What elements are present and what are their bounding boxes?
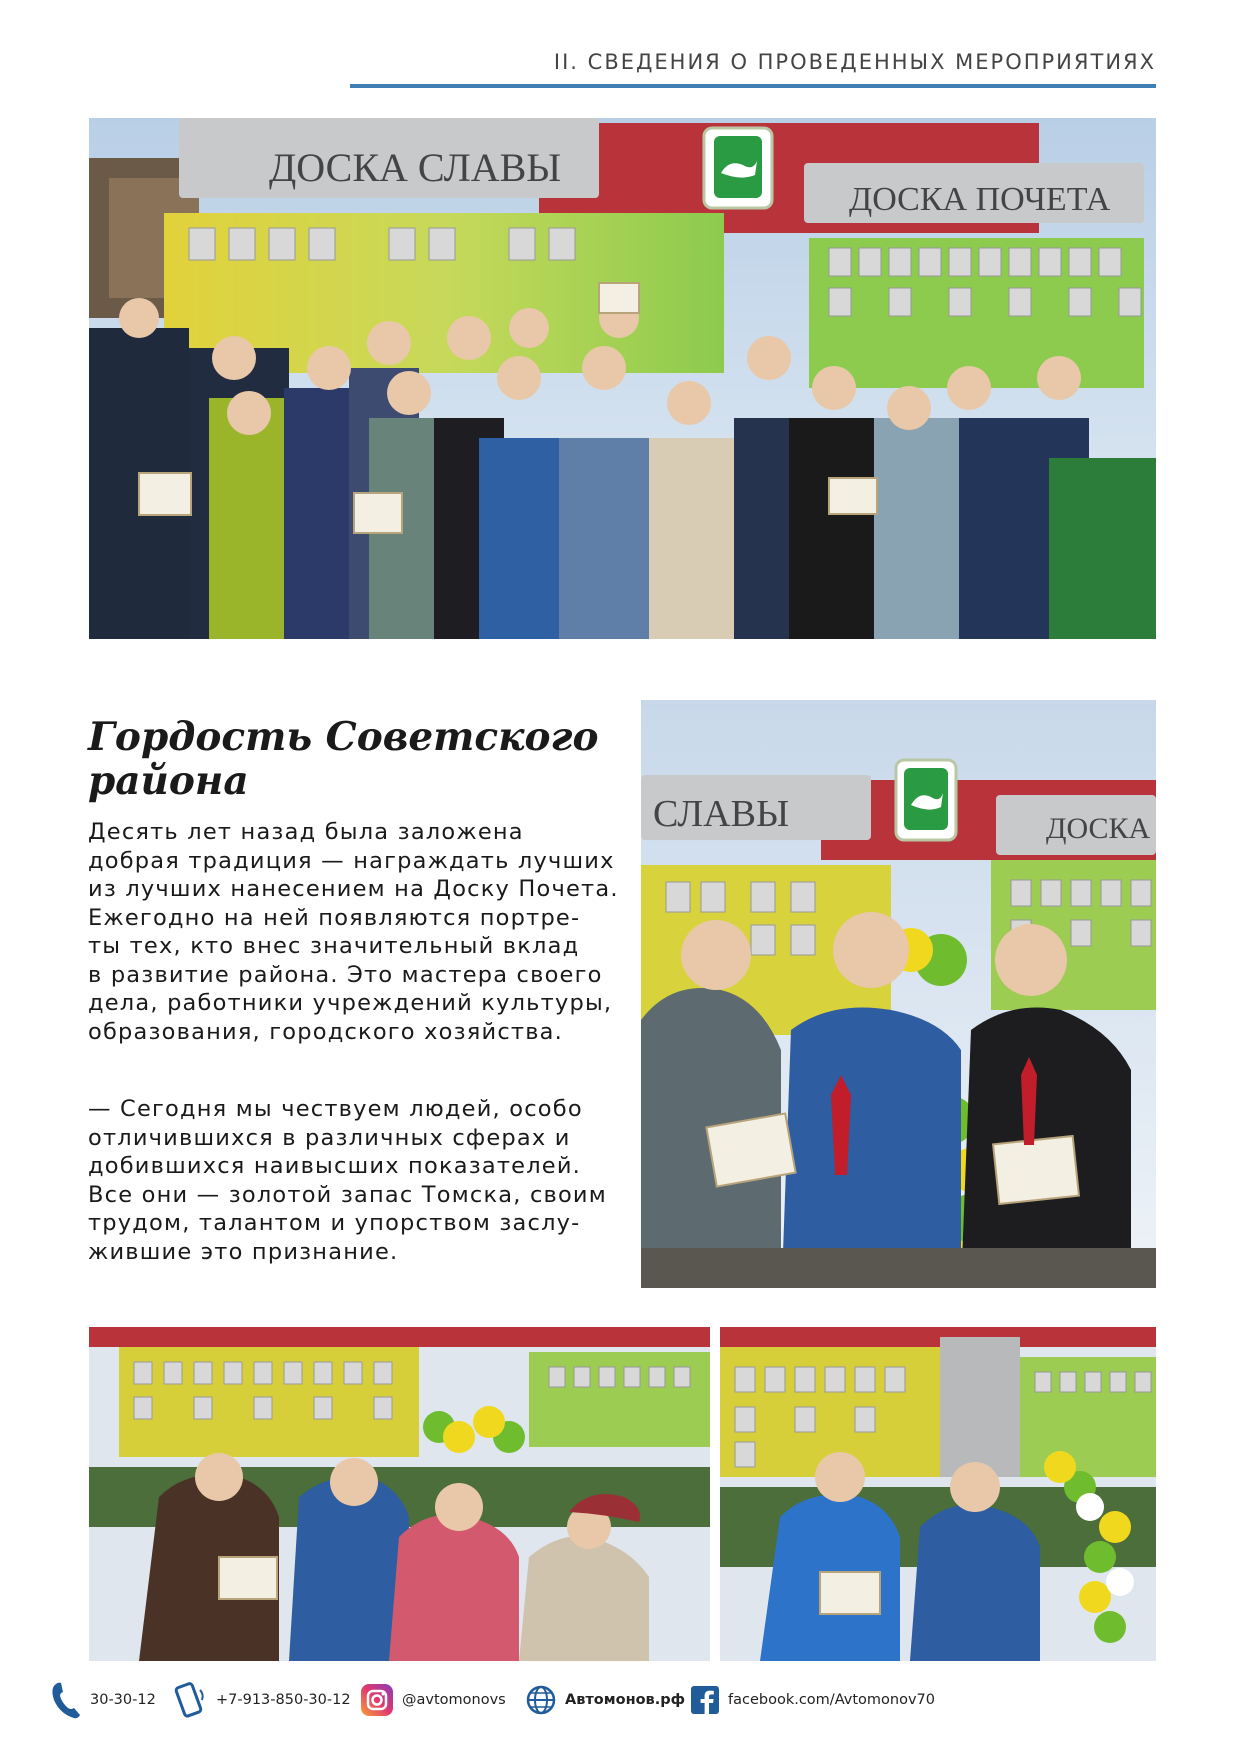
bottom-right-photo <box>720 1327 1156 1661</box>
text-line: ты тех, кто внес значительный вклад <box>88 933 580 959</box>
text-line: Десять лет назад была заложена <box>88 819 524 845</box>
top-photo <box>89 118 1156 639</box>
text-line: добившихся наивысших показателей. <box>88 1153 582 1179</box>
text-line: в развитие района. Это мастера своего <box>88 961 603 988</box>
instagram-icon <box>360 1683 394 1717</box>
article-paragraph-2 <box>88 1095 608 1266</box>
text-line: дела, работники учреждений культуры, <box>88 990 613 1016</box>
text-line: трудом, талантом и упорством заслу- <box>88 1210 581 1236</box>
article-title-line1: Гордость Советского <box>88 714 599 760</box>
text-line: Ежегодно на ней появляются портре- <box>88 904 581 931</box>
text-line: жившие это признание. <box>88 1238 399 1265</box>
article-title <box>88 715 648 803</box>
footer-website-text: Автомонов.рф <box>565 1692 686 1708</box>
sign-slavy: СЛАВЫ <box>653 793 790 835</box>
sign-doska-pocheta: ДОСКА ПОЧЕТА <box>849 181 1111 218</box>
text-line: Все они — золотой запас Томска, своим <box>88 1181 607 1208</box>
mobile-phone-icon <box>174 1680 208 1720</box>
text-line: добрая традиция — награждать лучших <box>88 847 615 874</box>
text-line: образования, городского хозяйства. <box>88 1018 564 1045</box>
article-paragraph-1 <box>88 818 619 1046</box>
phone-icon <box>50 1680 82 1720</box>
text-line: из лучших нанесением на Доску Почета. <box>88 876 619 902</box>
section-title: II. СВЕДЕНИЯ О ПРОВЕДЕННЫХ МЕРОПРИЯТИЯХ <box>553 50 1156 74</box>
section-rule <box>350 84 1156 88</box>
sign-doska-slavy: ДОСКА СЛАВЫ <box>269 145 562 190</box>
right-photo <box>641 700 1156 1288</box>
footer-instagram[interactable] <box>360 1680 506 1720</box>
text-line: — Сегодня мы чествуем людей, особо <box>88 1096 583 1122</box>
article-title-line2: района <box>88 758 249 804</box>
footer-website[interactable] <box>525 1680 685 1720</box>
globe-icon <box>525 1684 557 1716</box>
footer-mobile-text: +7-913-850-30-12 <box>216 1692 351 1708</box>
footer-contacts <box>50 1680 1200 1720</box>
sign-doska: ДОСКА <box>1046 812 1151 845</box>
footer-facebook-text: facebook.com/Avtomonov70 <box>728 1692 935 1708</box>
footer-phone-text: 30-30-12 <box>90 1692 156 1708</box>
footer-phone[interactable] <box>50 1680 156 1720</box>
bottom-left-photo <box>89 1327 710 1661</box>
text-line: отличившихся в различных сферах и <box>88 1124 571 1151</box>
footer-facebook[interactable] <box>690 1680 935 1720</box>
footer-mobile[interactable] <box>174 1680 351 1720</box>
footer-instagram-text: @avtomonovs <box>402 1692 506 1708</box>
facebook-icon <box>690 1685 720 1715</box>
